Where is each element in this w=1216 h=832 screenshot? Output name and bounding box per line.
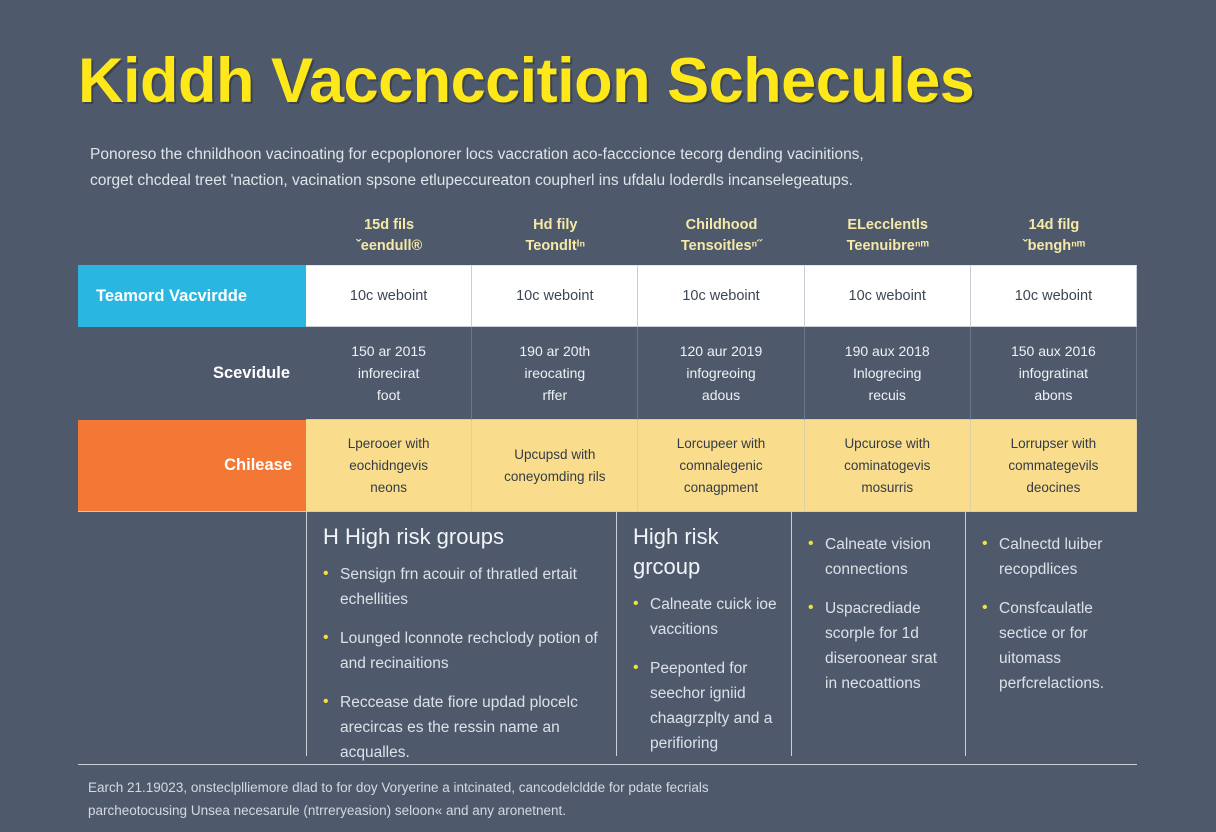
notes-column-2-list [808, 532, 951, 696]
column-header-4-line2: ˇbenghⁿᵐ [1022, 238, 1086, 254]
column-header-0 [306, 205, 472, 265]
column-header-1-line1: Hd fily [533, 217, 578, 233]
row-1-cell-4 [971, 327, 1137, 420]
row-1-cell-2-line2: infogreoing [686, 365, 756, 381]
row-1-cell-2-line1: 120 aur 2019 [679, 343, 763, 359]
row-1-cell-1-line2: ireocating [524, 365, 586, 381]
row-0-cell-2: 10с weboint [638, 265, 804, 327]
row-0-cell-1: 10c weboint [472, 265, 638, 327]
column-header-0-line2: ˇeendull® [355, 238, 423, 254]
page-subtitle [90, 142, 1136, 194]
row-2-cell-3-line2: cominatogevis [844, 457, 931, 473]
column-header-1 [472, 205, 638, 265]
row-0-cell-4: 10c weboint [971, 265, 1137, 327]
row-1-cell-0-line3: foot [376, 387, 401, 403]
footer-line-1: Earch 21.19023, onsteclplliemore dlad to for doy Voryerine a intcinated, cancodelcldde for pdate fecrials [88, 780, 709, 795]
row-2-cell-4 [971, 420, 1137, 511]
row-1-cell-3-line2: Inlogrecing [852, 365, 922, 381]
row-2-cell-3 [805, 420, 971, 511]
notes-column-0-list [323, 562, 602, 765]
row-1-cell-1-line3: rffer [542, 387, 568, 403]
column-header-2 [638, 205, 804, 265]
list-item: • Lounged lconnote rechclody potion of and recinaitions [323, 626, 602, 676]
row-2-cell-4-line3: deocines [1026, 479, 1081, 495]
page-title: Kiddh Vaccnccition Schecules [78, 46, 975, 116]
column-header-0-line1: 15d fils [364, 217, 415, 233]
list-item: • Reccease date fiore updad plocelc arecircas es the ressin name an acqualles. [323, 690, 602, 765]
notes-column-0-heading: H High risk groups [323, 524, 504, 549]
row-1-cell-0 [306, 327, 472, 420]
list-item: • Calneate vision connections [808, 532, 951, 582]
row-2-cell-1-line1: Upcupsd with [514, 446, 596, 462]
row-2-cell-4-line1: Lorrupser with [1010, 435, 1097, 451]
footer-note [88, 776, 1128, 822]
row-2-cell-2 [638, 420, 804, 511]
footer-divider [78, 764, 1137, 765]
column-header-4-line1: 14d filg [1028, 217, 1080, 233]
subtitle-line-1: Ponoreso the chnildhoon vacinoating for ecpoplonorer locs vaccration aco-facccionce tecorg dending vacinitions, [90, 146, 864, 163]
column-header-1-line2: Teondltᴵⁿ [525, 238, 586, 254]
table-row [78, 327, 1137, 420]
row-2-cell-1 [472, 420, 638, 511]
notes-column-1-list [633, 592, 777, 756]
row-2-cell-3-line3: mosurris [861, 479, 914, 495]
row-1-cell-3-line1: 190 aux 2018 [844, 343, 930, 359]
row-2-cell-1-line2: coneyomding rils [504, 468, 606, 484]
row-1-cell-4-line2: infogratinat [1018, 365, 1089, 381]
row-label-recommended-vaccine: Teamord Vacvirdde [78, 265, 306, 327]
row-2-cell-3-line1: Upcurose with [844, 435, 930, 451]
row-2-cell-0-line3: neons [370, 479, 407, 495]
row-2-cell-2-line1: Lorcupeer with [676, 435, 766, 451]
row-1-cell-1 [472, 327, 638, 420]
row-2-cell-0-line2: eochidngevis [349, 457, 428, 473]
column-header-3-line2: Teenuibreⁿᵐ [846, 238, 929, 254]
subtitle-line-2: corget chcdeal treet 'naction, vacination spsone etlupeccureaton coupherl ins ufdalu loderdls incanselegeatups. [90, 172, 853, 189]
row-1-cell-2-line3: adous [701, 387, 741, 403]
table-header-row [78, 205, 1137, 265]
list-item: • Calnectd luiber recopdlices [982, 532, 1123, 582]
row-1-cell-4-line1: 150 aux 2016 [1010, 343, 1096, 359]
notes-column-0 [307, 512, 617, 761]
table-row [78, 420, 1137, 511]
high-risk-notes-panel [78, 511, 1137, 761]
notes-left-spacer [78, 512, 307, 756]
notes-column-3 [966, 512, 1137, 756]
row-1-cell-2 [638, 327, 804, 420]
column-header-3-line1: ELecclentls [847, 217, 928, 233]
column-header-4 [971, 205, 1137, 265]
notes-column-1 [617, 512, 792, 756]
list-item: • Sensign frn acouir of thratled ertait echellities [323, 562, 602, 612]
footer-line-2: parcheotocusing Unsea necesarule (ntrreryeasion) seloon« and any aronetnent. [88, 803, 567, 818]
row-0-cell-3: 10c weboint [805, 265, 971, 327]
notes-column-1-heading: High risk grcoup [633, 524, 719, 579]
row-1-cell-3 [805, 327, 971, 420]
schedule-table [78, 205, 1137, 511]
row-1-cell-1-line1: 190 ar 20th [519, 343, 591, 359]
row-label-chilease: Chilease [78, 420, 306, 511]
list-item: • Uspacrediade scorple for 1d diseroonear srat in necoattions [808, 596, 951, 696]
row-2-cell-4-line2: commategevils [1008, 457, 1099, 473]
table-row [78, 265, 1137, 327]
list-item: • Consfcaulatle sectice or for uitomass perfcrelactions. [982, 596, 1123, 696]
row-2-cell-0-line1: Lperooer with [347, 435, 430, 451]
row-2-cell-2-line3: conagpment [683, 479, 759, 495]
notes-column-2 [792, 512, 966, 756]
column-header-2-line1: Childhood [685, 217, 758, 233]
list-item: • Peeponted for seechor igniid chaagrzplty and a perifioring [633, 656, 777, 756]
notes-column-3-list [982, 532, 1123, 696]
row-2-cell-0 [306, 420, 472, 511]
column-header-2-line2: Tensoitlesⁿ˝ [680, 238, 763, 254]
row-1-cell-0-line1: 150 ar 2015 [351, 343, 426, 359]
row-1-cell-3-line3: recuis [868, 387, 906, 403]
row-label-schedule: Scevidule [212, 364, 290, 382]
row-0-cell-0: 10c weboint [306, 265, 472, 327]
header-corner-cell [78, 205, 306, 265]
row-2-cell-2-line2: comnalegenic [679, 457, 763, 473]
row-1-cell-0-line2: inforecirat [357, 365, 420, 381]
row-1-cell-4-line3: abons [1034, 387, 1073, 403]
column-header-3 [805, 205, 971, 265]
list-item: • Calneate cuick ioe vaccitions [633, 592, 777, 642]
